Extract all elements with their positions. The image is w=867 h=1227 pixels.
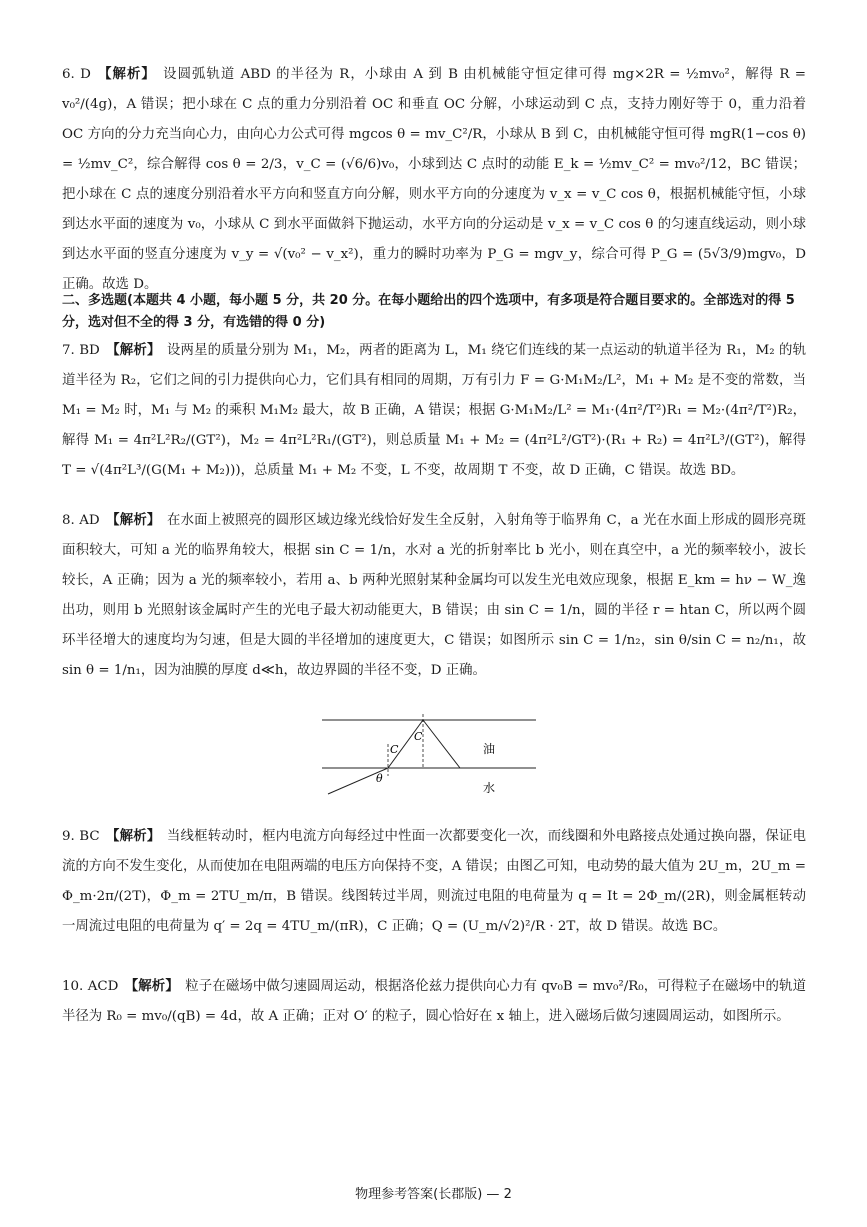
analysis-text: 粒子在磁场中做匀速圆周运动，根据洛伦兹力提供向心力有 qv₀B = mv₀²/R₀，可得粒子在磁场中的轨道半径为 R₀ = mv₀/(qB) = 4d，故 A 正确；正对 O′ 的粒子，圆心恰好在 x 轴上，进入磁场后做匀速圆周运动，如图所示。: [62, 979, 806, 1024]
section-heading-multiple-choice: 二、多选题(本题共 4 小题，每小题 5 分，共 20 分。在每小题给出的四个选项中，有多项是符合题目要求的。全部选对的得 5 分，选对但不全的得 3 分，有选错的得 0 分): [62, 293, 795, 330]
answer-q7: [62, 336, 806, 486]
answer-q6: [62, 60, 806, 300]
analysis-text: 在水面上被照亮的圆形区域边缘光线恰好发生全反射，入射角等于临界角 C，a 光在水面上形成的圆形亮斑面积较大，可知 a 光的临界角较大，根据 sin C = 1/n，水对 a 光的折射率比 b 光小，则在真空中，a 光的频率较小，波长较长，A 正确；因为 a 光的频率较小，若用 a、b 两种光照射某种金属均可以发生光电效应现象，根据 E_km = hν − W_逸出功，则用 b 光照射该金属时产生的光电子最大初动能更大，B 错误；由 sin C = 1/n，圆的半径 r = htan C，所以两个圆环半径增大的速度均为匀速，但是大圆的半径增加的速度更大，C 错误；如图所示 sin C = 1/n₂，sin θ/sin C = n₂/n₁，故 sin θ = 1/n₁，因为油膜的厚度 d≪h，故边界圆的半径不变，D 正确。: [62, 513, 806, 678]
question-number: 9. BC: [62, 829, 100, 844]
analysis-tag: 【解析】: [124, 979, 179, 994]
answer-q8: [62, 506, 806, 686]
question-number: 6. D: [62, 67, 91, 82]
page-footer: 物理参考答案(长郡版) — 2: [355, 1187, 512, 1202]
analysis-tag: 【解析】: [106, 829, 161, 844]
analysis-text: 设圆弧轨道 ABD 的半径为 R，小球由 A 到 B 由机械能守恒定律可得 mg×2R = ½mv₀²，解得 R = v₀²/(4g)，A 错误；把小球在 C 点的重力分别沿着 OC 和垂直 OC 分解，小球运动到 C 点，支持力刚好等于 0，重力沿着 OC 方向的分力充当向心力，由向心力公式可得 mgcos θ = mv_C²/R，小球从 B 到 C，由机械能守恒可得 mgR(1−cos θ) = ½mv_C²，综合解得 cos θ = 2/3，v_C = (√6/6)v₀，小球到达 C 点时的动能 E_k = ½mv_C² = mv₀²/12，BC 错误；把小球在 C 点的速度分别沿着水平方向和竖直方向分解，则水平方向的分速度为 v_x = v_C cos θ，根据机械能守恒，小球到达水平面的速度为 v₀，小球从 C 到水平面做斜下抛运动，水平方向的分运动是 v_x = v_C cos θ 的匀速直线运动，则小球到达水平面的竖直分速度为 v_y = √(v₀² − v_x²)，重力的瞬时功率为 P_G = mgv_y，综合可得 P_G = (5√3/9)mgv₀，D 正确。故选 D。: [62, 67, 806, 292]
refraction-diagram: [318, 712, 540, 802]
label-oil: 油: [483, 742, 496, 756]
label-angle-c-upper: C: [414, 730, 423, 743]
analysis-text: 当线框转动时，框内电流方向每经过中性面一次都要变化一次，而线圈和外电路接点处通过换向器，保证电流的方向不发生变化，从而使加在电阻两端的电压方向保持不变，A 错误；由图乙可知，电动势的最大值为 2U_m，2U_m = Φ_m·2π/(2T)，Φ_m = 2TU_m/π，B 错误。线图转过半周，则流过电阻的电荷量为 q = It = 2Φ_m/(2R)，则金属框转动一周流过电阻的电荷量为 q′ = 2q = 4TU_m/(πR)，C 正确；Q = (U_m/√2)²/R · 2T，故 D 错误。故选 BC。: [62, 829, 806, 934]
question-number: 7. BD: [62, 343, 100, 358]
label-angle-c-lower: C: [390, 743, 399, 756]
answer-q10: [62, 972, 806, 1032]
question-number: 10. ACD: [62, 979, 119, 994]
analysis-tag: 【解析】: [106, 513, 161, 528]
analysis-tag: 【解析】: [98, 67, 156, 82]
question-number: 8. AD: [62, 513, 100, 528]
label-water: 水: [483, 781, 496, 795]
analysis-text: 设两星的质量分别为 M₁，M₂，两者的距离为 L，M₁ 绕它们连线的某一点运动的轨道半径为 R₁，M₂ 的轨道半径为 R₂，它们之间的引力提供向心力，它们具有相同的周期，万有引力 F = G·M₁M₂/L²，M₁ + M₂ 是不变的常数，当 M₁ = M₂ 时，M₁ 与 M₂ 的乘积 M₁M₂ 最大，故 B 正确，A 错误；根据 G·M₁M₂/L² = M₁·(4π²/T²)R₁ = M₂·(4π²/T²)R₂，解得 M₁ = 4π²L²R₂/(GT²)，M₂ = 4π²L²R₁/(GT²)，则总质量 M₁ + M₂ = (4π²L²/GT²)·(R₁ + R₂) = 4π²L³/(GT²)，解得 T = √(4π²L³/(G(M₁ + M₂)))，总质量 M₁ + M₂ 不变，L 不变，故周期 T 不变，故 D 正确，C 错误。故选 BD。: [62, 343, 806, 478]
answer-q9: [62, 822, 806, 942]
reflected-ray: [423, 720, 460, 768]
label-angle-theta: θ: [376, 772, 383, 785]
analysis-tag: 【解析】: [106, 343, 161, 358]
